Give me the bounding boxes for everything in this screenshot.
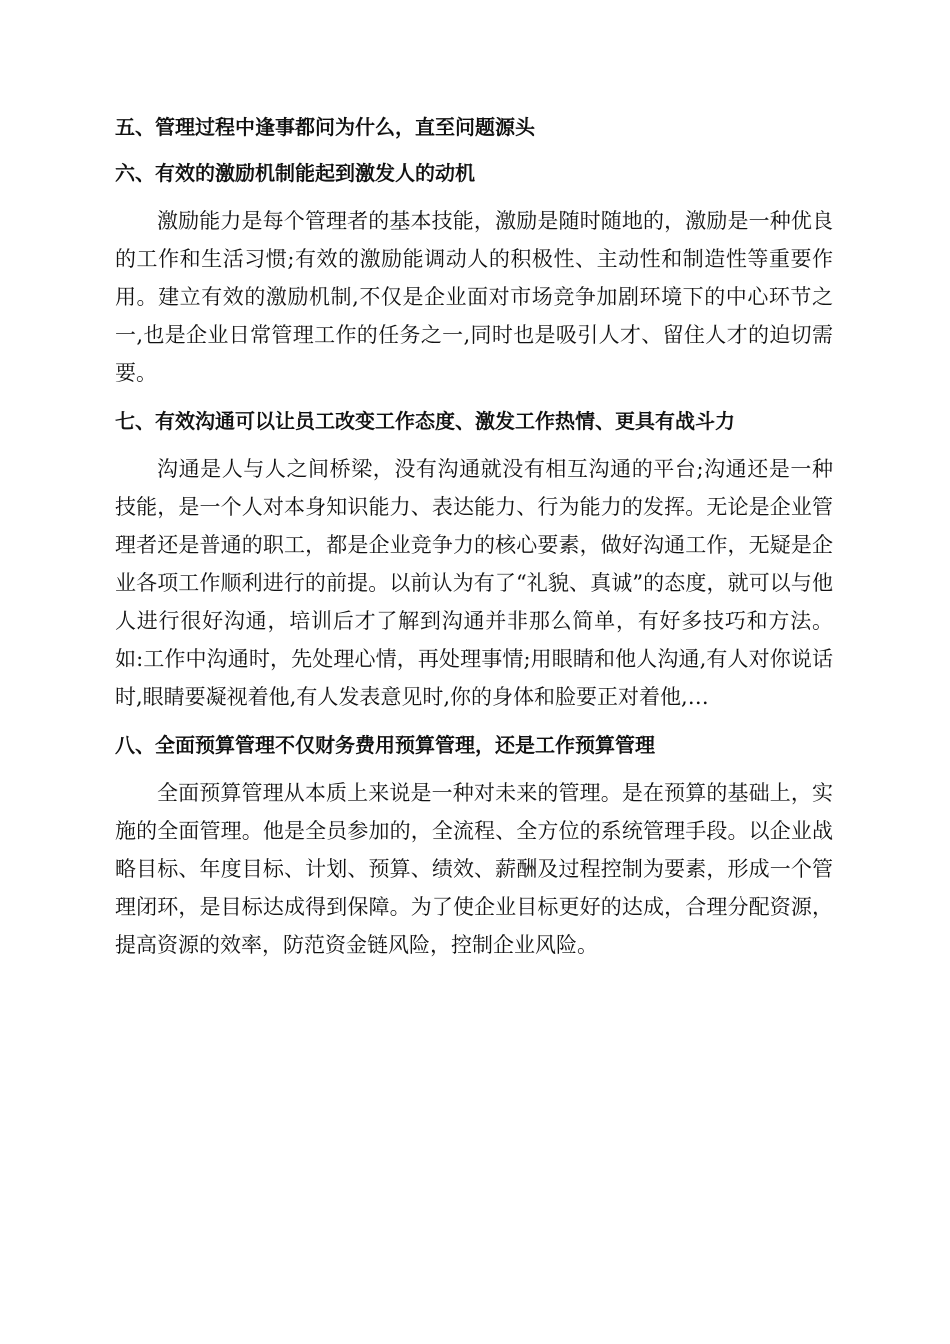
section-paragraph-8: 全面预算管理从本质上来说是一种对未来的管理。是在预算的基础上，实施的全面管理。他是全员参加的，全流程、全方位的系统管理手段。以企业战略目标、年度目标、计划、预算、绩效、薪酬及过程控制为要素，形成一个管理闭环，是目标达成得到保障。为了使企业目标更好的达成，合理分配资源，提高资源的效率，防范资金链风险，控制企业风险。 bbox=[115, 781, 833, 957]
section-heading-5: 五、管理过程中逢事都问为什么，直至问题源头 bbox=[115, 115, 535, 139]
document-page bbox=[115, 112, 833, 964]
section-paragraph-6: 激励能力是每个管理者的基本技能，激励是随时随地的，激励是一种优良的工作和生活习惯;有效的激励能调动人的积极性、主动性和制造性等重要作用。建立有效的激励机制,不仅是企业面对市场竞争加剧环境下的中心环节之一,也是企业日常管理工作的任务之一,同时也是吸引人才、留住人才的迫切需要。 bbox=[115, 209, 833, 385]
section-paragraph-7: 沟通是人与人之间桥梁，没有沟通就没有相互沟通的平台;沟通还是一种技能，是一个人对本身知识能力、表达能力、行为能力的发挥。无论是企业管理者还是普通的职工，都是企业竞争力的核心要素，做好沟通工作，无疑是企业各项工作顺利进行的前提。以前认为有了“礼貌、真诚”的态度，就可以与他人进行很好沟通，培训后才了解到沟通并非那么简单，有好多技巧和方法。如:工作中沟通时，先处理心情，再处理事情;用眼睛和他人沟通,有人对你说话时,眼睛要凝视着他,有人发表意见时,你的身体和脸要正对着他,… bbox=[115, 457, 833, 709]
section-heading-7: 七、有效沟通可以让员工改变工作态度、激发工作热情、更具有战斗力 bbox=[115, 409, 735, 433]
section-heading-6: 六、有效的激励机制能起到激发人的动机 bbox=[115, 161, 475, 185]
section-heading-8: 八、全面预算管理不仅财务费用预算管理，还是工作预算管理 bbox=[115, 733, 655, 757]
